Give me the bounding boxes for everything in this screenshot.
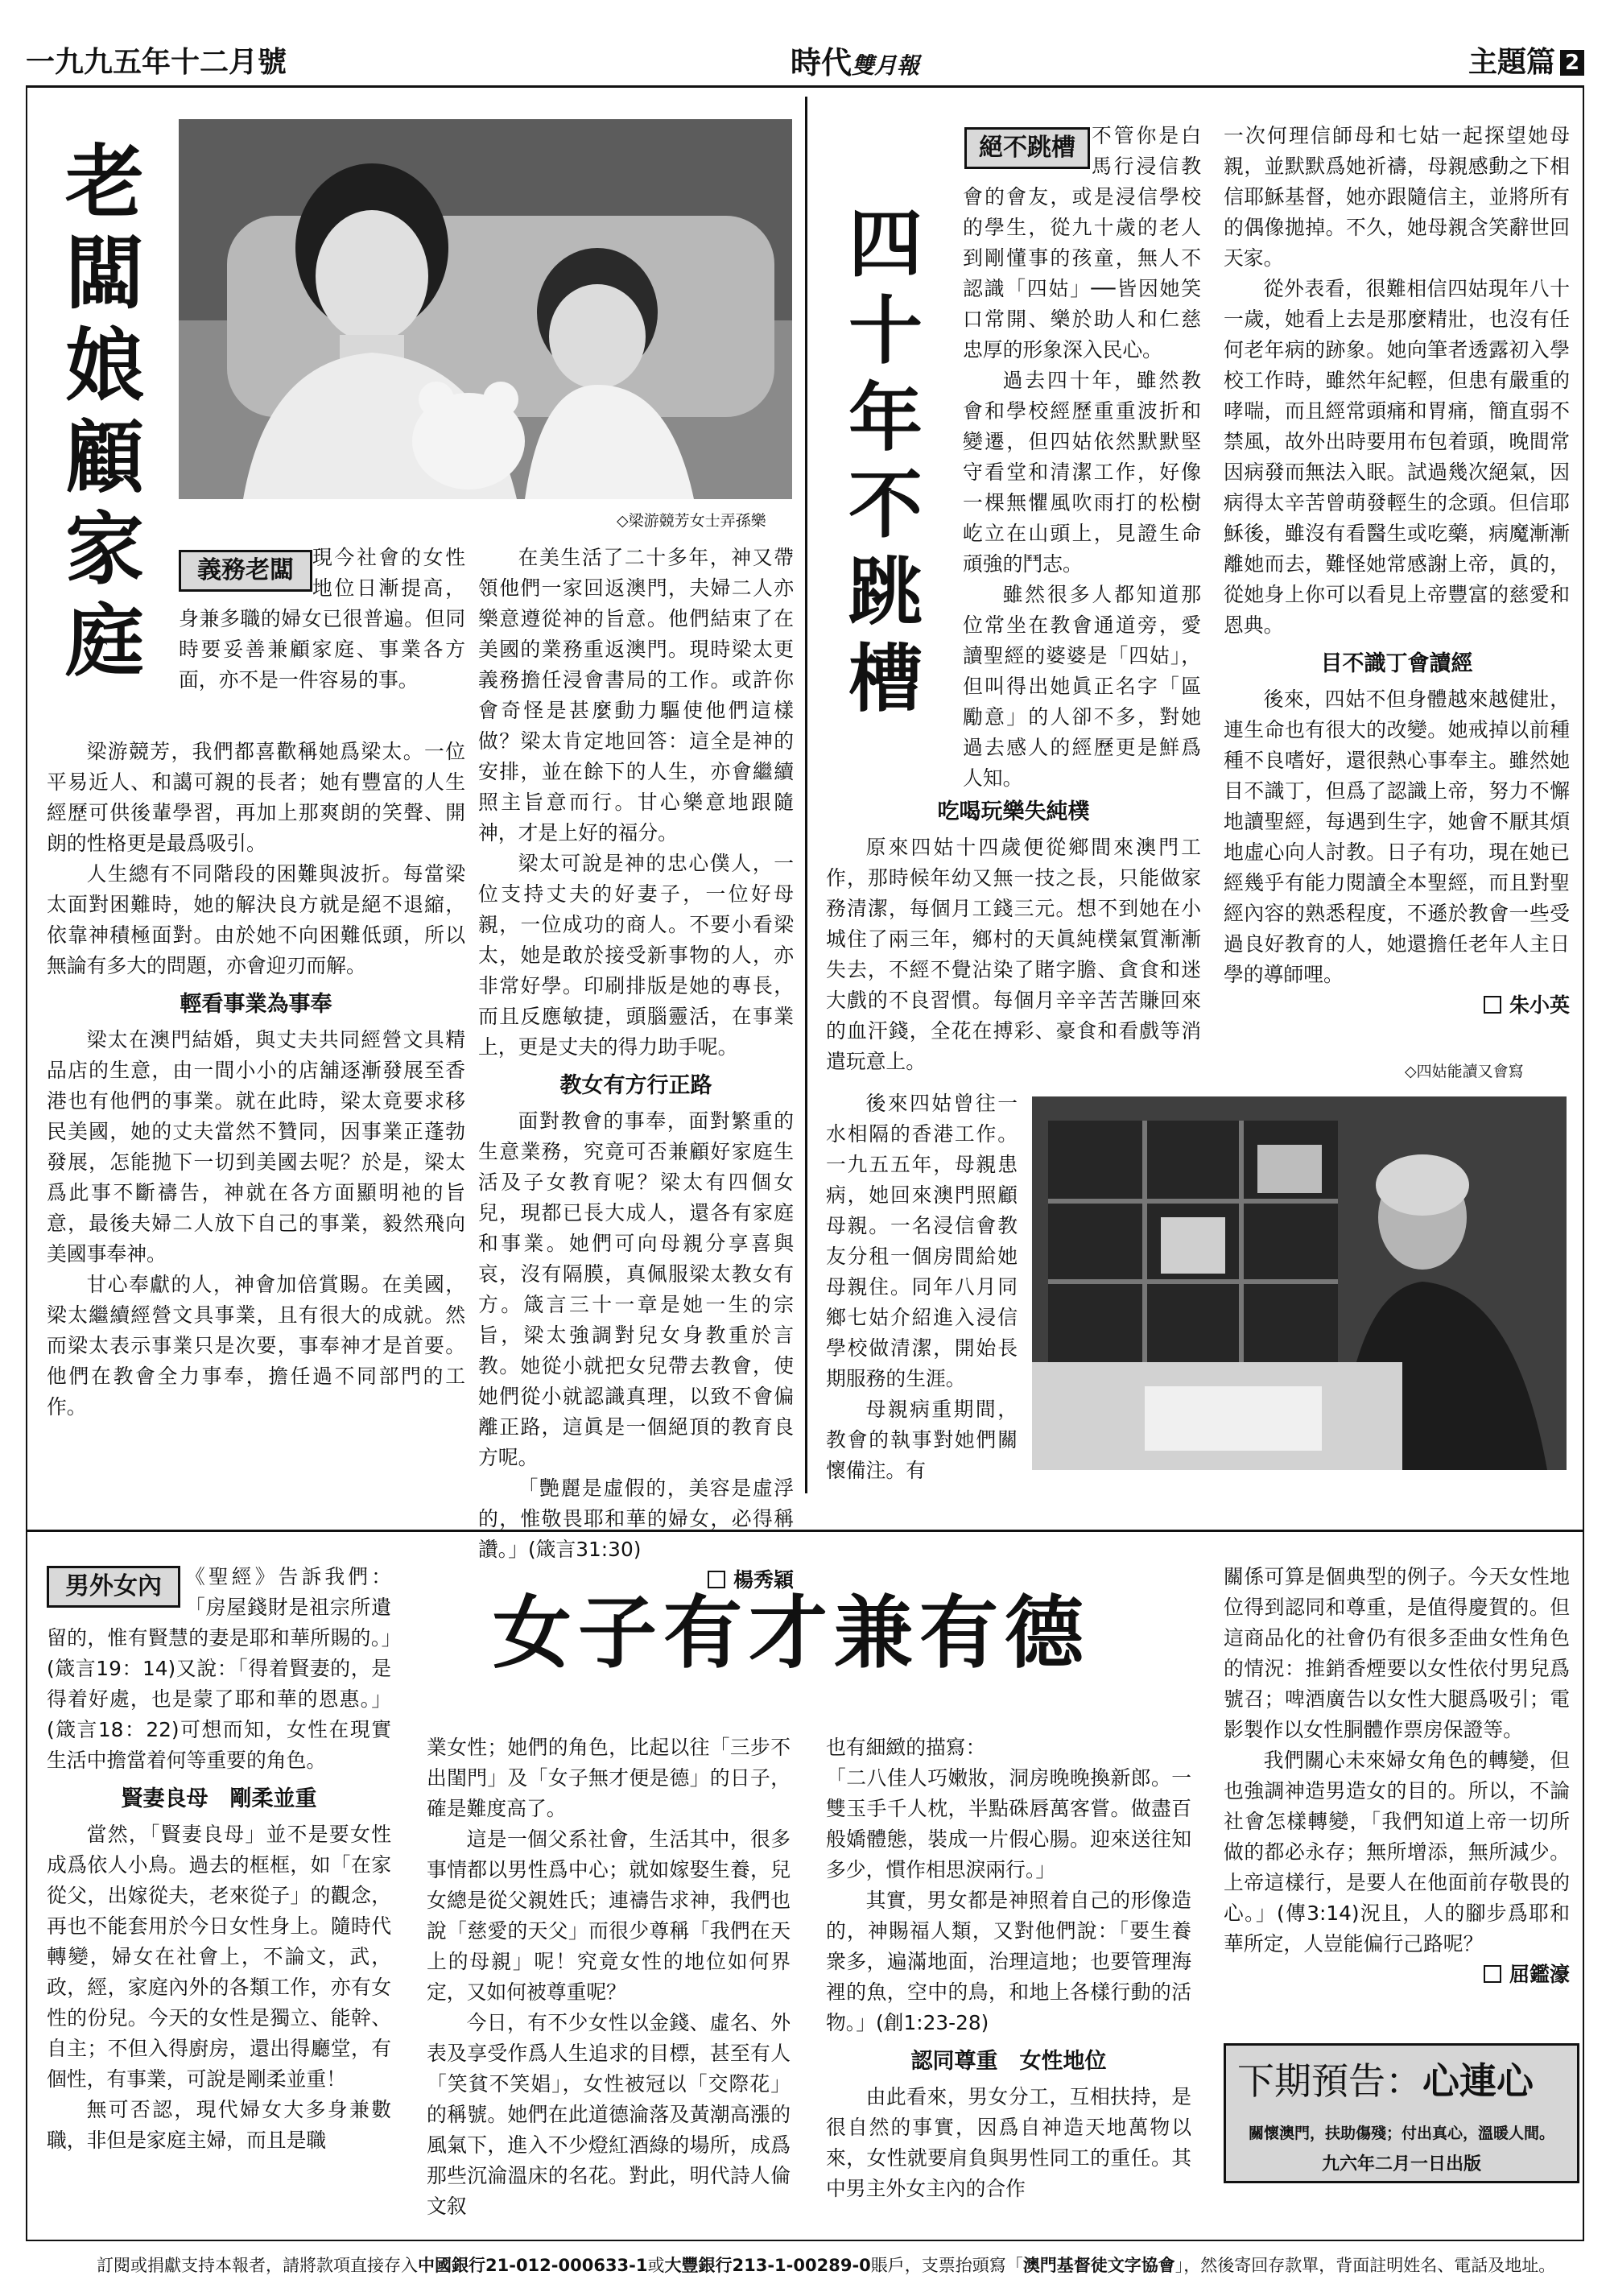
article2-title-char: 不: [848, 462, 923, 548]
tag-space: [963, 121, 1092, 171]
next-issue-heading: [1237, 2052, 1534, 2105]
paragraph: 原來四姑十四歲便從鄉間來澳門工作，那時候年幼又無一技之長，只能做家務清潔，每個月工錢三元。想不到她在小城住了兩三年，鄉村的天眞純樸氣質漸漸失去，不經不覺沾染了賭字膽、貪食和迷大戲的不良習慣。每個月辛辛苦苦賺回來的血汗錢，全花在搏彩、豪食和看戲等消遣玩意上。: [826, 836, 1201, 1073]
article2-wrap-column: [963, 121, 1201, 794]
article3-col4: [1224, 1562, 1570, 1990]
article3-subheading-1: 賢妻良母 剛柔並重: [121, 1786, 317, 1811]
article2-title-char: 十: [848, 288, 923, 374]
footer-text: 或: [647, 2256, 665, 2275]
next-issue-box: [1224, 2043, 1579, 2183]
article1-col1: [179, 543, 465, 696]
paragraph: 業女性；她們的角色，比起以往「三步不出閨門」及「女子無才便是德」的日子，確是難度高了。: [427, 1736, 791, 1820]
bank-account-1: 中國銀行21-012-000633-1: [418, 2256, 648, 2275]
paragraph: 後來四姑曾往一水相隔的香港工作。一九五五年，母親患病，她回來澳門照顧母親。一名浸信會教友分租一個房間給她母親住。同年八月同鄉七姑介紹進入浸信學校做清潔，開始長期服務的生涯。: [826, 1092, 1018, 1390]
article2-author: 朱小英: [1509, 993, 1570, 1017]
article1-intro: 現今社會的女性地位日漸提高，身兼多職的婦女已很普遍。但同時要妥善兼顧家庭、事業各方面，亦不是一件容易的事。: [179, 546, 465, 692]
payee-name: 澳門基督徒文字協會: [1022, 2256, 1175, 2275]
article1-title-char: 家: [64, 504, 144, 596]
paragraph: 面對教會的事奉，面對繁重的生意業務，究竟可否兼顧好家庭生活及子女教育呢？梁太有四個女兒，現都已長大成人，還各有家庭和事業。她們可向母親分享喜與哀，沒有隔膜，真佩服梁太教女有方。箴言三十一章是她一生的宗旨，梁太強調對兒女身教重於言教。她從小就把女兒帶去教會，使她們從小就認識真理，以致不會偏離正路，這眞是一個絕頂的教育良方呢。: [478, 1109, 794, 1469]
article1-photo-caption: ◇梁游競芳女士弄孫樂: [617, 512, 766, 530]
article2-title: [837, 201, 934, 723]
article3-col2: [427, 1732, 791, 2222]
article1-author: 楊秀穎: [733, 1568, 794, 1592]
column-divider-top: [805, 97, 807, 1493]
paragraph: 母親病重期間，教會的執事對她們關懷備注。有: [826, 1398, 1018, 1482]
article2-tag: 絕不跳槽: [964, 127, 1090, 169]
article1-subheading-1: 輕看事業為事奉: [180, 992, 332, 1017]
page-rule-bottom: [26, 2240, 1584, 2241]
article1-tag: 義務老闆: [179, 550, 312, 592]
masthead-rule: [26, 85, 1584, 88]
paragraph: 這是一個父系社會，生活其中，很多事情都以男性爲中心；就如嫁娶生養，兒女總是從父親姓氏；連禱告求神，我們也說「慈愛的天父」而很少尊稱「我們在天上的母親」呢！究竟女性的地位如何界定，又如何被尊重呢？: [427, 1827, 791, 2004]
article3-title: 女子有才兼有德: [493, 1587, 1091, 1679]
page-number: 2: [1560, 50, 1584, 76]
article3-col1: [47, 1562, 391, 2156]
article2-photo: [1032, 1096, 1567, 1470]
paragraph: 「艷麗是虛假的，美容是虛浮的，惟敬畏耶和華的婦女，必得稱讚。」(箴言31:30): [478, 1476, 794, 1561]
article2-intro: 不管你是白馬行浸信教會的會友，或是浸信學校的學生，從九十歲的老人到剛懂事的孩童，無人不認識「四姑」──皆因她笑口常開、樂於助人和仁慈忠厚的形象深入民心。: [963, 124, 1201, 361]
subscription-footer: [97, 2253, 1578, 2277]
paragraph: 後來，四姑不但身體越來越健壯，連生命也有很大的改變。她戒掉以前種種不良嗜好，還很熱心事奉主。雖然她目不識丁，但爲了認識上帝，努力不懈地讀聖經，每遇到生字，她會不厭其煩地虛心向人討教。日子有功，現在她已經幾乎有能力閱讀全本聖經，而且對聖經內容的熟悉程度，不遜於教會一些受過良好教育的人，她還擔任老年人主日學的導師哩。: [1224, 688, 1570, 986]
paragraph: 甘心奉獻的人，神會加倍賞賜。在美國，梁太繼續經營文具事業，且有很大的成就。然而梁太表示事業只是次要，事奉神才是首要。他們在教會全力事奉，擔任過不同部門的工作。: [47, 1273, 465, 1418]
article1-title-char: 闆: [64, 229, 144, 320]
newspaper-name: 時代: [791, 45, 852, 81]
article1-title-char: 庭: [64, 596, 144, 688]
byline-box-icon: [1484, 1965, 1501, 1983]
paragraph: 過去四十年，雖然教會和學校經歷重重波折和變遷，但四姑依然默默堅守看堂和清潔工作，好像一棵無懼風吹雨打的松樹屹立在山頭上，見證生命頑強的鬥志。: [963, 369, 1201, 576]
paragraph: 一次何理信師母和七姑一起探望她母親，並默默爲她祈禱，母親感動之下相信耶穌基督，她亦跟隨信主，並將所有的偶像拋掉。不久，她母親含笑辭世回天家。: [1224, 124, 1570, 270]
footer-text: 賬戶，支票抬頭寫「: [870, 2256, 1023, 2275]
article3-tag: 男外女內: [47, 1566, 180, 1608]
paragraph: 無可否認，現代婦女大多身兼數職，非但是家庭主婦，而且是職: [47, 2098, 391, 2152]
article2-title-char: 跳: [848, 549, 923, 635]
tag-space: [179, 543, 312, 594]
article1-title: [48, 137, 161, 688]
article1-col2: [478, 543, 794, 1596]
page-rule-right: [1583, 87, 1584, 2241]
paragraph: 在美生活了二十多年，神又帶領他們一家回返澳門，夫婦二人亦樂意遵從神的旨意。他們結束了在美國的業務重返澳門。現時梁太更義務擔任浸會書局的工作。或許你會奇怪是甚麼動力驅使他們這樣做？梁太肯定地回答：這全是神的安排，並在餘下的人生，亦會繼續照主旨意而行。甘心樂意地跟隨神，才是上好的福分。: [478, 546, 794, 844]
paragraph: 雖然很多人都知道那位常坐在教會通道旁，愛讀聖經的婆婆是「四姑」，但叫得出她眞正名字「區勵意」的人卻不多，對她過去感人的經歷更是鮮爲人知。: [963, 583, 1201, 790]
article2-title-char: 槽: [848, 636, 923, 722]
next-issue-label: 下期預告：: [1237, 2059, 1422, 2103]
section-divider: [26, 1530, 1584, 1532]
next-issue-date: 九六年二月一日出版: [1321, 2154, 1481, 2174]
grandmother-grandchild-photo: [179, 119, 792, 499]
tag-space: [47, 1562, 185, 1610]
masthead: [26, 42, 1584, 84]
article2-right-column: [1224, 121, 1570, 1021]
article3-byline: [1224, 1959, 1570, 1990]
article2-subheading-2: 目不識丁會讀經: [1320, 651, 1473, 676]
newspaper-subtitle: 雙月報: [852, 52, 920, 79]
paragraph: 梁游競芳，我們都喜歡稱她爲梁太。一位平易近人、和譪可親的長者；她有豐富的人生經歷可供後輩學習，再加上那爽朗的笑聲、開朗的性格更是最爲吸引。: [47, 740, 465, 855]
paragraph: 關係可算是個典型的例子。今天女性地位得到認同和尊重，是值得慶賀的。但這商品化的社會仍有很多歪曲女性角色的情況：推銷香煙要以女性依付男兒爲號召；啤酒廣告以女性大腿爲吸引；電影製作以女性胴體作票房保證等。: [1224, 1565, 1570, 1741]
article1-photo: [179, 119, 792, 499]
article2-title-char: 年: [848, 375, 923, 461]
paragraph: 當然，「賢妻良母」並不是要女性成爲依人小鳥。過去的框框，如「在家從父，出嫁從夫，老來從子」的觀念，再也不能套用於今日女性身上。隨時代轉變，婦女在社會上，不論文，武，政，經，家庭內外的各類工作，亦有女性的份兒。今天的女性是獨立、能幹、自主；不但入得廚房，還出得廳堂，有個性，有事業，可說是剛柔並重！: [47, 1823, 391, 2091]
paragraph: 我們關心未來婦女角色的轉變，但也強調神造男造女的目的。所以，不論社會怎樣轉變，「我們知道上帝一切所做的都必永存；無所增添，無所減少。上帝這樣行，是要人在他面前存敬畏的心。」(傳3:14)況且，人的腳步爲耶和華所定，人豈能偏行己路呢？: [1224, 1749, 1570, 1955]
article2-byline: [1224, 990, 1570, 1021]
next-issue-topic: 心連心: [1422, 2059, 1534, 2103]
article2-title-char: 四: [848, 201, 923, 287]
issue-date: 一九九五年十二月號: [26, 46, 287, 79]
footer-text: 」，然後寄回存款單，背面註明姓名、電話及地址。: [1174, 2256, 1556, 2275]
byline-box-icon: [1484, 996, 1501, 1014]
paragraph: 由此看來，男女分工，互相扶持，是很自然的事實，因爲自神造天地萬物以來，女性就要肩負與男性同工的重任。其中男主外女主內的合作: [826, 2085, 1191, 2200]
poem: 「二八佳人巧嫩妝，洞房晚晚換新郎。一雙玉手千人枕，半點硃唇萬客嘗。做盡百般嬌體態，裝成一片假心腸。迎來送往知多少，慣作相思淚兩行。」: [826, 1766, 1191, 1881]
article2-middle: [826, 789, 1201, 1077]
section-name: 主題篇: [1468, 46, 1555, 79]
article2-photo-caption: ◇四姑能讀又會寫: [1405, 1063, 1524, 1080]
paragraph: 梁太在澳門結婚，與丈夫共同經營文具精品店的生意，由一間小小的店舖逐漸發展至香港也有他們的事業。就在此時，梁太竟要求移民美國，她的丈夫當然不贊同，因事業正蓬勃發展，怎能拋下一切到美國去呢？於是，梁太爲此事不斷禱告，神就在各方面顯明祂的旨意，最後夫婦二人放下自己的事業，毅然飛向美國事奉神。: [47, 1028, 465, 1266]
bank-account-2: 大豐銀行213-1-00289-0: [664, 2256, 871, 2275]
article1-title-char: 老: [64, 137, 144, 229]
paragraph: 今日，有不少女性以金錢、虛名、外表及享受作爲人生追求的目標，甚至有人「笑貧不笑娼」，女性被冠以「交際花」的稱號。她們在此道德淪落及黃潮高漲的風氣下，進入不少燈紅酒綠的場所，成爲那些沉淪溫床的名花。對此，明代詩人倫文叙: [427, 2011, 791, 2218]
paragraph: 其實，男女都是神照着自己的形像造的，神賜福人類，又對他們說：「要生養衆多，遍滿地面，治理這地；也要管理海裡的魚，空中的鳥，和地上各樣行動的活物。」(創1:23-28): [826, 1889, 1191, 2034]
article3-subheading-2: 認同尊重 女性地位: [910, 2049, 1107, 2074]
article1-title-char: 娘: [64, 320, 144, 412]
paragraph: 從外表看，很難相信四姑現年八十一歲，她看上去是那麼精壯，也沒有任何老年病的跡象。她向筆者透露初入學校工作時，雖然年紀輕，但患有嚴重的哮喘，而且經常頭痛和胃痛，簡直弱不禁風，故外出時要用布包着頭，晚間常因病發而無法入眠。試過幾次絕氣，因病得太辛苦曾萌發輕生的念頭。但信耶穌後，雖沒有看醫生或吃藥，病魔漸漸離她而去，難怪她常感謝上帝，眞的，從她身上你可以看見上帝豐富的慈愛和恩典。: [1224, 277, 1570, 637]
article1-col1-continued: [47, 737, 465, 1423]
article3-col3: [826, 1732, 1191, 2204]
article2-subheading-1: 吃喝玩樂失純樸: [937, 799, 1090, 824]
page-rule-left: [26, 87, 27, 2241]
article2-narrow-column: [826, 1088, 1018, 1486]
newspaper-title: [791, 42, 919, 87]
paragraph: 梁太可說是神的忠心僕人，一位支持丈夫的好妻子，一位好母親，一位成功的商人。不要小看梁太，她是敢於接受新事物的人，亦非常好學。印刷排版是她的專長，而且反應敏捷，頭腦靈活，在事業上，更是丈夫的得力助手呢。: [478, 852, 794, 1059]
paragraph: 人生總有不同階段的困難與波折。每當梁太面對困難時，她的解決良方就是絕不退縮，依靠神積極面對。由於她不向困難低頭，所以無論有多大的問題，亦會迎刃而解。: [47, 862, 465, 977]
article1-title-char: 顧: [64, 412, 144, 504]
article3-author: 屈鑑濠: [1509, 1963, 1570, 1986]
article1-subheading-2: 教女有方行正路: [559, 1073, 712, 1098]
article3-intro: 《聖經》告訴我們：「房屋錢財是祖宗所遺留的，惟有賢慧的妻是耶和華所賜的。」(箴言19：14)又說：「得着賢妻的，是得着好處，也是蒙了耶和華的恩惠。」(箴言18：22)可想而知，女性在現實生活中擔當着何等重要的角色。: [47, 1565, 391, 1772]
next-issue-tagline: 關懷澳門，扶助傷殘；付出真心，溫暖人間。: [1248, 2125, 1554, 2142]
paragraph: 也有細緻的描寫：: [826, 1736, 986, 1759]
footer-text: 訂閱或捐獻支持本報者，請將款項直接存入: [97, 2256, 418, 2275]
elderly-woman-writing-photo: [1032, 1096, 1567, 1470]
